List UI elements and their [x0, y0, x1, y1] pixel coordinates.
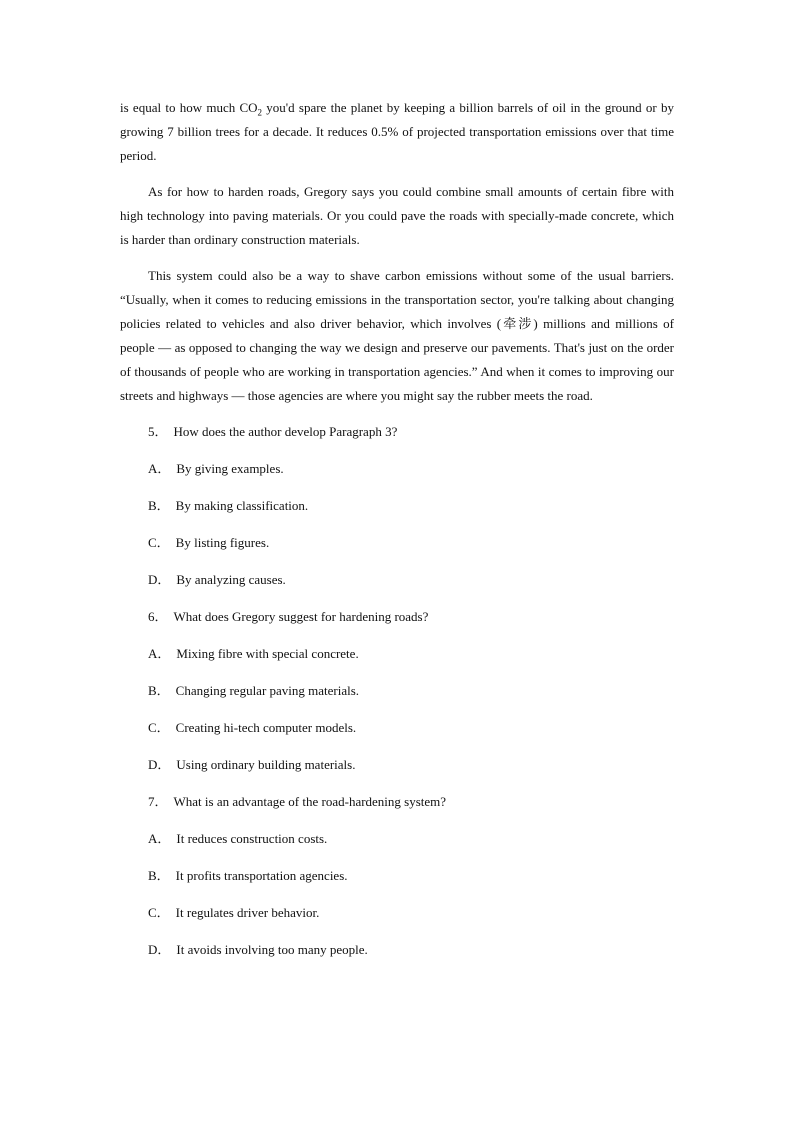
passage-paragraph-2: As for how to harden roads, Gregory says you could combine small amounts of certain fibre with high technology into paving materials. Or you could pave the roads with specially-made concrete, which is harder than ordinary construction materials.	[120, 184, 674, 247]
option-text: Creating hi-tech computer models.	[175, 720, 357, 735]
answer-option	[148, 457, 674, 481]
answer-option	[148, 531, 674, 555]
question-list	[120, 420, 674, 962]
question-stem	[148, 790, 674, 814]
paragraph-1-text-end: you'd spare the planet by keeping a billion barrels of oil in the ground or by growing 7 billion trees for a decade. It reduces 0.5% of projected transportation emissions over that time period.	[120, 100, 675, 163]
paragraph-1-text-start: is equal to how much CO	[120, 100, 258, 115]
document-page	[120, 96, 674, 975]
answer-option	[148, 901, 674, 925]
question-number: 7．	[148, 794, 168, 809]
option-letter: A．	[148, 461, 171, 476]
option-letter: A．	[148, 646, 171, 661]
option-text: By making classification.	[175, 498, 309, 513]
option-text: By giving examples.	[176, 461, 284, 476]
answer-option	[148, 494, 674, 518]
option-letter: C．	[148, 720, 170, 735]
answer-option	[148, 642, 674, 666]
answer-option	[148, 827, 674, 851]
answer-option	[148, 938, 674, 962]
answer-option	[148, 568, 674, 592]
answer-option	[148, 716, 674, 740]
option-letter: D．	[148, 757, 171, 772]
co2-subscript: 2	[257, 107, 263, 118]
option-text: By analyzing causes.	[176, 572, 286, 587]
option-text: It reduces construction costs.	[176, 831, 328, 846]
option-text: Using ordinary building materials.	[176, 757, 356, 772]
question-number: 5．	[148, 424, 168, 439]
option-letter: A．	[148, 831, 171, 846]
option-text: By listing figures.	[175, 535, 270, 550]
option-text: It profits transportation agencies.	[175, 868, 348, 883]
option-letter: B．	[148, 498, 170, 513]
option-letter: B．	[148, 683, 170, 698]
option-letter: D．	[148, 942, 171, 957]
question-text: How does the author develop Paragraph 3?	[173, 424, 398, 439]
question-stem	[148, 605, 674, 629]
option-text: It avoids involving too many people.	[176, 942, 368, 957]
question-text: What is an advantage of the road-hardening system?	[173, 794, 447, 809]
answer-option	[148, 864, 674, 888]
option-letter: B．	[148, 868, 170, 883]
question-text: What does Gregory suggest for hardening roads?	[173, 609, 429, 624]
option-letter: C．	[148, 905, 170, 920]
passage-paragraph-3: This system could also be a way to shave carbon emissions without some of the usual barriers. “Usually, when it comes to reducing emissions in the transportation sector, you're talking about changing policies related to vehicles and also driver behavior, which involves (牵涉) millions and millions of people — as opposed to changing the way we design and preserve our pavements. That's just on the order of thousands of people who are working in transportation agencies.” And when it comes to improving our streets and highways — those agencies are where you might say the rubber meets the road.	[120, 268, 674, 403]
option-letter: D．	[148, 572, 171, 587]
option-letter: C．	[148, 535, 170, 550]
option-text: Mixing fibre with special concrete.	[176, 646, 359, 661]
option-text: It regulates driver behavior.	[175, 905, 320, 920]
question-stem	[148, 420, 674, 444]
option-text: Changing regular paving materials.	[175, 683, 360, 698]
question-number: 6．	[148, 609, 168, 624]
answer-option	[148, 679, 674, 703]
passage-paragraph-1	[120, 96, 674, 168]
answer-option	[148, 753, 674, 777]
